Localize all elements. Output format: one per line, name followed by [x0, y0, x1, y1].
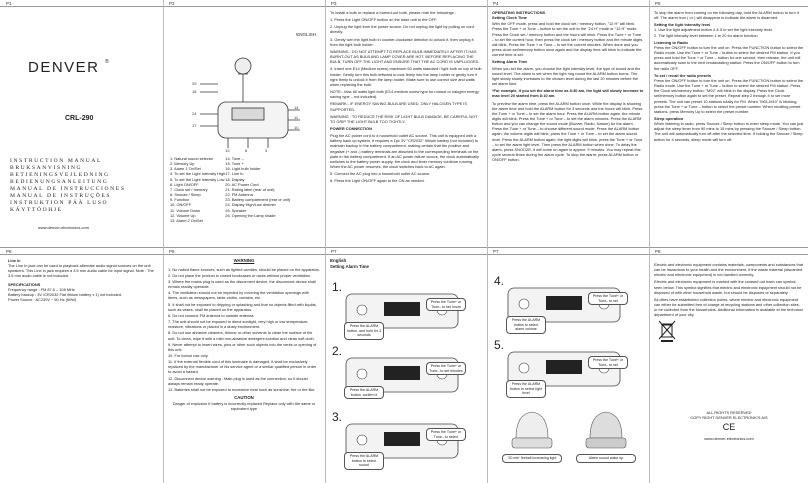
svg-text:8: 8: [245, 148, 248, 152]
part-item: 1. Natural sound selector: [170, 156, 214, 161]
crossed-bin-icon: [658, 320, 676, 342]
crop-line-middle-2: [0, 254, 808, 255]
warning-item: 3. Where the mains plug is used as the disconnect device, the disconnect device shall remain readily operable.: [168, 278, 316, 290]
page-label-p6: P6: [6, 249, 12, 254]
bulb-page: [330, 10, 482, 245]
page-label-p3: P3: [331, 1, 337, 6]
part-item: 23. Battery compartment (rear of unit): [225, 197, 291, 203]
weee-text: Electric and electronic equipment contains materials, components and substances that can be hazardous to your health and the environment, if the waste material (discarded electric and electronic equipment) is not handled correctly.: [654, 262, 804, 278]
warning-page: [168, 258, 320, 478]
bottom-caption: '20 min' fireball increasing light: [502, 454, 562, 463]
step-caption: Press the Tune+ or Tune– to set minutes: [426, 362, 466, 375]
bulb-step-4: 4. Insert one E14 (Medium screw) maximum 60 watts standard / light bulb on top of bulb holder. Gently turn this bulb leftward to look firmly into the lamp holder or gently turn it right firmly to unlock it from the lamp holder. Make sure to use correct size and watts when replacing the bulb.: [330, 66, 482, 87]
part-item: 9. Function: [170, 197, 190, 203]
svg-text:14: 14: [294, 105, 299, 110]
page-label-p2: P2: [169, 1, 175, 6]
warning-item: 5. It shall not be exposed to dripping or splashing and that no objects filled with liquids, such as vases, shall be placed on the apparatus.: [168, 301, 317, 312]
part-item: 26. Opening the Lamp shade: [225, 212, 276, 218]
footer-block: [654, 410, 804, 443]
radio-page: [654, 10, 804, 245]
connect-step: 5. Connect the AC plug into a household outlet AC source.: [330, 171, 431, 177]
weee-page: [654, 262, 804, 480]
svg-text:25: 25: [192, 81, 197, 86]
ce-mark-icon: CE: [722, 422, 736, 433]
lamp-diagram: [188, 44, 303, 152]
step-caption: Press the Tune+ or Tune– to set: [588, 356, 628, 369]
step-caption: Press the Tune+ or Tune– to set hours: [426, 298, 466, 311]
step-caption: Press the ALARM button to select alarm volume: [506, 316, 546, 334]
fold-line-3: [487, 0, 488, 483]
part-item: 12. Volume Up: [170, 212, 196, 218]
alarm-steps-page-2: [492, 258, 644, 480]
diagram-title: Setting Alarm Time: [330, 263, 369, 269]
operating-page: [492, 10, 644, 245]
bulb-warning-2: WARNING : TO REDUCE THE RISK OF LIGHT BULB DAMAGE, BE CAREFUL NOT TO GRIP THE LIGHT BULB TOO TIGHTLY.: [330, 113, 478, 124]
spec-item: Frequency range : FM 87.5 – 108 MHz: [8, 286, 75, 292]
alarm-preview: To preview the alarm time, press the ALARM button once. While the display is showing the alarm time and hold the ALARM button for 3 seconds and the hours will blink. Press the Tune + or Tune – to set the alarm hour. Press the ALARM button again, the minute digits will blink. Press the Tune + or Tune – to set the alarm minutes. Press the ALARM button and you can change the sound mode (Buzzer, Radio, Nature) for the alarm. Press the Tune + or Tune – to choose different sound mode. Press the ALARM button again, the volume digits will blink, press the Tune + or Tune – to set the alarm sound level. Press the ALARM button again; the light digits will blink, press the Tune + or Tune – to set the alarm light level. Then press the ALARM button when done. To delay the alarm, press SNOOZE, it will come on again in approx. 9 minutes. You may repeat this cycle several times during the alarm cycle. To stop the alarm; press ALARM button or ON/OFF button.: [492, 100, 643, 163]
rights-text: ALL RIGHTS RESERVED: [706, 410, 752, 415]
manual-language-list: [10, 158, 156, 214]
cover-url: www.denver-electronics.com: [38, 225, 89, 230]
part-item: 22. FM Antenna: [225, 192, 253, 198]
alarm-disable: To stop the alarm from coming on the following day, hold the ALARM button to turn it off. The alarm icon ( or ) will disappear to indicate the alarm is disarmed.: [654, 10, 799, 21]
part-item: 25. Speaker: [225, 207, 247, 213]
connect-step: 6. Press the Light ON/OFF again to the ON as needed.: [330, 178, 425, 184]
parts-list-left: [170, 156, 225, 223]
part-item: 18. Display: [225, 176, 245, 182]
weee-text: All cities have established collection points, where electric and electronic equipment can either be submitted free of charge at recycling stations and other collection sites, or be collected from the households. Additional information is available at the technical department of your city.: [654, 296, 803, 318]
caution-title: CAUTION: [234, 395, 254, 401]
intensity-step: 1. Use the light adjustment button 4 & 5 to set the light intensity level.: [654, 27, 773, 33]
step-number: 3.: [332, 410, 343, 424]
part-item: 11. Volume Down: [170, 207, 201, 213]
language-label: ENGLISH: [296, 32, 316, 37]
cover-page: [8, 10, 158, 245]
warning-title: WARNING: [233, 258, 255, 263]
part-item: 6. Light ON/OFF: [170, 181, 199, 187]
step-caption: Press the ALARM button to select light level: [506, 380, 546, 398]
part-item: 4. To set the Light Intensity High: [170, 171, 226, 177]
part-item: 10. ON/OFF: [170, 202, 192, 208]
fold-line-4: [649, 0, 650, 483]
lamp-light-illustration: [506, 408, 558, 452]
svg-text:10: 10: [294, 125, 299, 130]
bulb-intro: To install a bulb or replace a burned-out bulb, please note the followings :: [330, 10, 456, 15]
svg-text:3: 3: [265, 148, 268, 152]
step-caption: Press the ALARM button, confirm it: [344, 386, 384, 399]
page-label-p8: P8: [655, 249, 661, 254]
bulb-remark: REMARK:- IF ENERGY SAVING BULB ARE USED, ONLY HALOGEN TYPE IS SUPPORTED.: [330, 101, 467, 112]
diagram-language: English: [330, 258, 347, 263]
step-number: 2.: [332, 344, 343, 358]
part-item: 21. Rating label (rear of unit): [225, 186, 275, 192]
copyright-text: COPY RIGHT DENVER ELECTRONICS A/S: [690, 415, 768, 421]
model-number: CRL-290: [65, 115, 94, 122]
part-item: 7. Clock set / memory: [170, 186, 208, 192]
step-number: 5.: [494, 338, 505, 352]
fold-line-2: [325, 0, 326, 483]
svg-text:13: 13: [225, 148, 230, 152]
step-number: 4.: [494, 274, 505, 288]
part-item: 5. To set the Light Intensity Low: [170, 176, 225, 182]
warning-item: 1. No naked flame sources, such as lighted candles, should be placed on the apparatus.: [168, 266, 320, 272]
step-caption: Press the ALARM button, and hold for 3 seconds: [344, 322, 384, 340]
alarm-title: Setting Alarm Time: [492, 59, 528, 65]
manual-title: BRUKSANVISNING: [10, 164, 83, 171]
warning-item: 11. If the external flexible cord of this luminaire is damaged, it shall be exclusively replaced by the manufacturer or his service agent or a similar qualified person in order to avoid a hazard.: [168, 359, 317, 375]
manual-title: BEDIENUNGSANLEITUNG: [10, 178, 109, 185]
bulb-step: 2. Unplug the light from the power source. Do not unplug the light by pulling on cord directly.: [330, 24, 474, 35]
weee-text: Electric and electronic equipment is marked with the crossed out trash can symbol, seen below. This symbol signifies that electric and electronic equipment should not be disposed of with other household waste, but should be disposed of separately.: [654, 279, 802, 295]
warning-item: 10. For indoor use only.: [168, 353, 209, 359]
part-item: 14. Tune –: [225, 156, 244, 161]
fold-line-1: [163, 0, 164, 483]
part-item: 2. Memory Up: [170, 161, 195, 167]
alarm-steps-page: [330, 258, 482, 480]
preset-title: To set / recall the radio presets: [654, 72, 712, 78]
parts-page: [168, 10, 320, 245]
page-label-p7: P7: [331, 249, 337, 254]
svg-text:24: 24: [192, 111, 197, 116]
crop-line-top: [0, 6, 808, 7]
page-label-p1: P1: [6, 1, 12, 6]
part-item: 3. Alarm 1 On/Set: [170, 166, 201, 172]
linein-title: Line in: [8, 258, 21, 263]
parts-list-right: [225, 156, 290, 223]
step-number: 1.: [332, 280, 343, 294]
warning-item: 9. Never attempt to insert wires, pins or other such objects into the vents or opening of this unit.: [168, 341, 317, 352]
part-item: 13. Alarm 2 On/Set: [170, 217, 203, 223]
manual-title: BETJENINGSVEJLEDNING: [10, 171, 110, 178]
radio-text: Press the ON/OFF button to turn the unit on. Press the FUNCTION button to select the Radio mode. Use the Tune + or Tune – button to select the desired FM station. If you press and hold the Tune + or Tune – button for one second, then release, the unit will automatically scan to the next broadcasting station. Press the ON/OFF button to turn the radio OFF.: [654, 44, 804, 71]
warning-item: 8. Do not use abrasive cleaners, thinner or other solvents to clean the surface of the unit. To clean, wipe it with a mild non-abrasive detergent solution and clean soft cloth.: [168, 330, 315, 341]
manual-title: MANUAL DE INSTRUÇÕES: [10, 192, 112, 199]
bulb-note: NOTE:- Max 60 watts light bulb (E14 medium screw type for normal or halogen energy saving type – not included).: [330, 89, 479, 100]
svg-text:11: 11: [294, 115, 299, 120]
spec-item: Battery backup : 3V /CR2032 Flat lithium battery x 1) not included.: [8, 291, 122, 297]
manual-title: INSTRUKTION PÄÄ LUSO: [10, 199, 109, 206]
bulb-step: 3. Gently turn the light bulb in counter-clockwise direction to unlock it, then unplug it from the light bulb holder.: [330, 36, 474, 47]
warning-item: 13. Batteries shall not be exposed to excessive heat such as sunshine, fire or the like.: [168, 386, 316, 392]
part-item: 17. Line In: [225, 171, 244, 177]
bottom-caption: Alarm sound wake up: [576, 454, 636, 463]
lamp-alarm-illustration: [580, 408, 632, 452]
linein-text: The Line In jack can be used to playback alternate audio signal sources on the unit speakers. This Line in jack requires a 3.5 mm audio cable for input signal. Note : The 3.5 mm audio cable is not included.: [8, 263, 154, 279]
step-caption: Press the ALARM button to select sound: [344, 452, 384, 470]
step-caption: Press the Tune+ or Tune– to select: [426, 428, 466, 441]
page-label-p4: P4: [493, 1, 499, 6]
manual-title: MANUAL DE INSTRUCCIONES: [10, 185, 126, 192]
bulb-warning: WARNING : DO NOT ATTEMPT TO REPLACE BULB IMMEDIATELY AFTER IT HAS BURNT-OUT AS BULB AND LAMP COVER ARE HOT. BEFORE REPLACING THE BULB, TURN OFF THE LIGHT AND ENSURE THAT THE AC CORD IS UNPLUGGED.: [330, 48, 480, 65]
caution-text: Danger of explosion if battery is incorrectly replaced Replace only with the same or equivalent type: [172, 400, 316, 411]
part-item: 15. Tune +: [225, 161, 244, 167]
part-item: 20. AC Power Cord: [225, 181, 259, 187]
part-item: 16. Light bulb holder: [225, 166, 261, 172]
manual-title: INSTRUCTION MANUAL: [10, 158, 103, 164]
page-label-p6b: P6: [169, 249, 175, 254]
part-item: 24. Display High/Low dimmer: [225, 202, 276, 208]
sleep-text: When listening to radio, press Snooze / Sleep button to enter sleep mode. You can just adjust the sleep timer from 90 mins to 15 mins by pressing the Snooze / Sleep button. The unit will automatically turn off after the selected time. If holding the Snooze / Sleep button for 4 seconds, sleep mode will turn off.: [654, 121, 804, 142]
intensity-step: 2. The light intensity level between 1 to 20 for alarm function.: [654, 32, 759, 38]
manual-title: KÄYTTÖOHJE: [10, 206, 63, 213]
crop-line-middle: [0, 247, 808, 248]
alarm-example: *For example, if you set the alarm time as 8:30 am, the light will slowly increase to max level 20 started from 8:10 am.: [492, 88, 644, 99]
clock-title: Setting Clock Time: [492, 15, 527, 21]
sleep-title: Sleep operation: [654, 115, 684, 121]
spec-item: Power Source : AC230V ~ 50 Hz (60W): [8, 297, 77, 303]
warning-item: 7. The unit should not be exposed to direct sunlight, very high or low temperature, moisture, vibrations or placed in a dusty environment.: [168, 319, 309, 330]
preset-text: Press the ON/OFF button to turn the unit on. Press the FUNCTION button to select the Radio mode. Use the Tune + or Tune – button to select the desired FM station. Press the Clock set/memory button; "M02" will blink in the display. Press the Clock set/memory button again to set the preset. Repeat step 2 through 4 to set more presets. The unit can preset 10 stations totally for FM. When "M01-M10" is blinking, press the Tune + or Tune – button to select the preset number. When recalling preset stations, press Memory Up to select the preset number.: [654, 77, 804, 114]
warning-item: 6. Do not connect FM antenna to outside antenna.: [168, 312, 255, 318]
page-label-p5: P5: [655, 1, 661, 6]
specs-page: [8, 258, 158, 478]
bulb-step: 1. Press the Light ON/OFF button on the base unit to the OFF.: [330, 17, 438, 23]
clock-text: With the OFF mode, press and hold the clock set / memory button, "12 H" will blink. Press the Tune + or Tune – button to set the unit to the "24 H" mode or "12 H" mode. Press the Clock set / memory button and the hours will blink. Press the Tune + or Tune – to set the current hour, then press the clock set / memory button and the minute digits will blink. Press the Tune + or Tune – to set the current minutes. When done and you press clock set/memory button once again and the display time will blink to indicate the current time is set.: [492, 21, 643, 58]
svg-text:17: 17: [192, 123, 197, 128]
page-label-p7b: P7: [493, 249, 499, 254]
warning-item: 12. Disconnect device warning : Main plug is used as the connection, so it should always remain ready operate.: [168, 375, 308, 386]
spec-title: SPECIFICATIONS: [8, 281, 41, 287]
intensity-title: Setting the light intensity level: [654, 22, 711, 28]
power-text: Plug the AC power cord to a household outlet AC source. This unit is equipped with a battery back up system, it requires a 1pc 3V "CR2032" lithium battery (not included) to maintain backup in the battery compartment, making certain that the positive and negative (+ and -) battery terminals are attached to the corresponding terminals on the plate in the battery compartment. If an AC power failure occurs, the clock automatically switches to the battery power supply, the clock and timer memory continue running. When the AC power resumes, the clock switches back to AC again.: [330, 133, 479, 170]
footer-url: www.denver-electronics.com: [704, 436, 754, 442]
step-caption: Press the Tune+ or Tune– to set: [588, 292, 628, 305]
alarm-text: When you set the alarm, you choose the light intensity level, the type of sound and the sound level. The alarm is set when the light ring round the ALARM button burns. The light slowly slowly increases to the chosen level during the last 20 minutes before the set alarm time.: [492, 65, 641, 87]
operating-title: OPERATING INSTRUCTIONS: [492, 10, 546, 15]
warning-item: 2. Do not place the product in closed bookcases or racks without proper ventilation.: [168, 272, 312, 278]
radio-title: Listening to Radio: [654, 39, 688, 45]
brand-logo: DENVER: [28, 59, 100, 76]
svg-text:16: 16: [192, 89, 197, 94]
parts-list: [170, 156, 320, 223]
part-item: 8. Snooze / Sleep: [170, 192, 201, 198]
registered-mark-icon: ®: [105, 59, 109, 65]
power-title: POWER CONNECTION: [330, 125, 372, 131]
warning-item: 4. The ventilation should not be impeded by covering the ventilation openings with items, such as newspapers, table-cloths, curtains, etc.: [168, 290, 309, 301]
